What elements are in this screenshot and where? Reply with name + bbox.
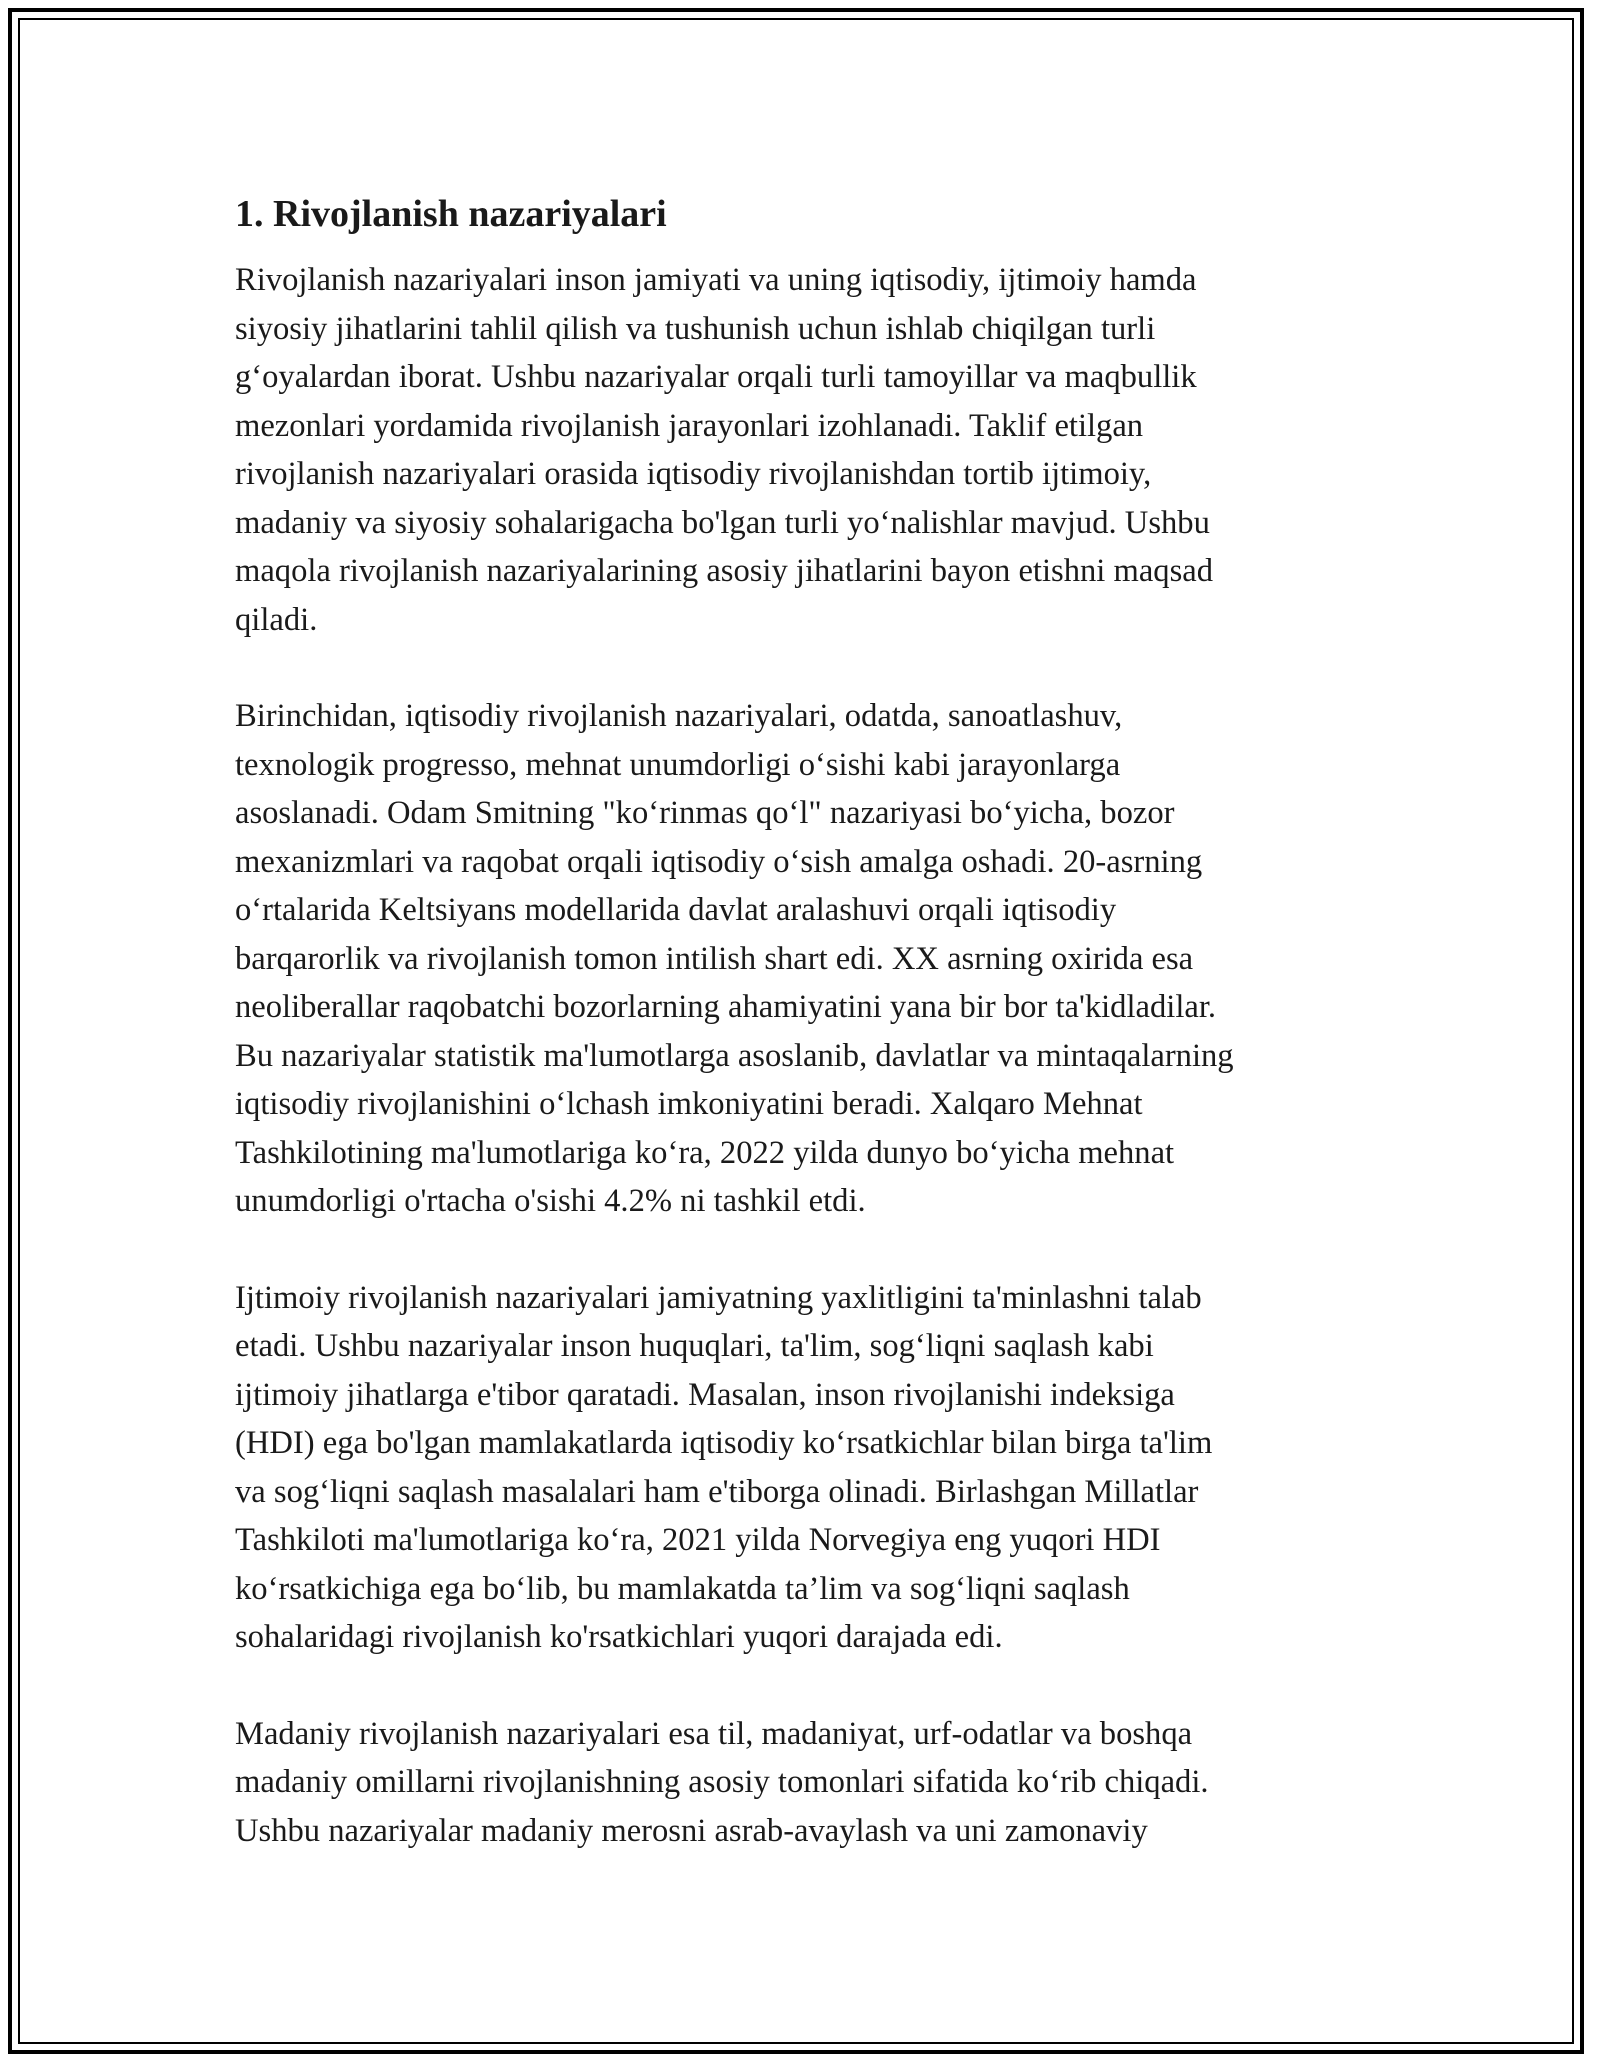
document-body xyxy=(235,186,1365,1903)
paragraph-economic: Birinchidan, iqtisodiy rivojlanish nazariyalari, odatda, sanoatlashuv, texnologik progresso, mehnat unumdorligi o‘sishi kabi jarayonlarga asoslanadi. Odam Smitning "ko‘rinmas qo‘l" nazariyasi bo‘yicha, bozor mexanizmlari va raqobat orqali iqtisodiy o‘sish amalga oshadi. 20-asrning o‘rtalarida Keltsiyans modellarida davlat aralashuvi orqali iqtisodiy barqarorlik va rivojlanish tomon intilish shart edi. XX asrning oxirida esa neoliberallar raqobatchi bozorlarning ahamiyatini yana bir bor ta'kidladilar. Bu nazariyalar statistik ma'lumotlarga asoslanib, davlatlar va mintaqalarning iqtisodiy rivojlanishini o‘lchash imkoniyatini beradi. Xalqaro Mehnat Tashkilotining ma'lumotlariga ko‘ra, 2022 yilda dunyo bo‘yicha mehnat unumdorligi o'rtacha o'sishi 4.2% ni tashkil etdi. xyxy=(235,698,1234,1219)
paragraph-cultural: Madaniy rivojlanish nazariyalari esa til, madaniyat, urf-odatlar va boshqa madaniy omillarni rivojlanishning asosiy tomonlari sifatida ko‘rib chiqadi. Ushbu nazariyalar madaniy merosni asrab-avaylash va uni zamonaviy xyxy=(235,1715,1209,1849)
paragraph-intro: Rivojlanish nazariyalari inson jamiyati va uning iqtisodiy, ijtimoiy hamda siyosiy jihatlarini tahlil qilish va tushunish uchun ishlab chiqilgan turli g‘oyalardan iborat. Ushbu nazariyalar orqali turli tamoyillar va maqbullik mezonlari yordamida rivojlanish jarayonlari izohlanadi. Taklif etilgan rivojlanish nazariyalari orasida iqtisodiy rivojlanishdan tortib ijtimoiy, madaniy va siyosiy sohalarigacha bo'lgan turli yo‘nalishlar mavjud. Ushbu maqola rivojlanish nazariyalarining asosiy jihatlarini bayon etishni maqsad qiladi. xyxy=(235,262,1213,638)
paragraph-social: Ijtimoiy rivojlanish nazariyalari jamiyatning yaxlitligini ta'minlashni talab etadi. Ushbu nazariyalar inson huquqlari, ta'lim, sog‘liqni saqlash kabi ijtimoiy jihatlarga e'tibor qaratadi. Masalan, inson rivojlanishi indeksiga (HDI) ega bo'lgan mamlakatlarda iqtisodiy ko‘rsatkichlar bilan birga ta'lim va sog‘liqni saqlash masalalari ham e'tiborga olinadi. Birlashgan Millatlar Tashkiloti ma'lumotlariga ko‘ra, 2021 yilda Norvegiya eng yuqori HDI ko‘rsatkichiga ega bo‘lib, bu mamlakatda ta’lim va sog‘liqni saqlash sohalaridagi rivojlanish ko'rsatkichlari yuqori darajada edi. xyxy=(235,1279,1213,1655)
section-heading: 1. Rivojlanish nazariyalari xyxy=(235,193,667,235)
